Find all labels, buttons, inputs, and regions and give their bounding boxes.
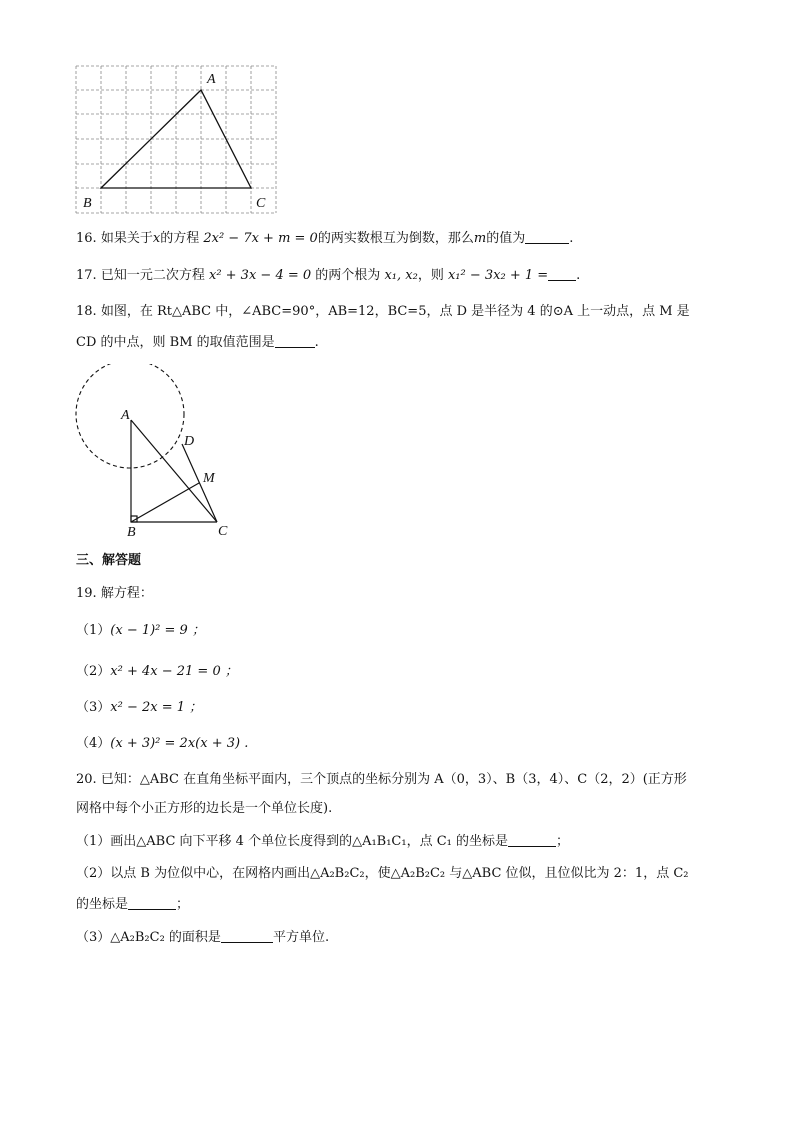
label-a: A [207,72,216,87]
label-c: C [218,524,228,539]
question-17: 17. 已知一元二次方程 x² + 3x − 4 = 0 的两个根为 x₁, x₂，则 x₁² − 3x₂ + 1 = . [76,268,581,283]
circle-a [76,364,184,468]
question-19: 19. 解方程： [76,586,153,601]
q19-item-3: （3）x² − 2x = 1 ； [76,700,203,715]
q20-sub-3: （3）△A₂B₂C₂ 的面积是 平方单位. [76,930,330,945]
q20-sub-2a: （2）以点 B 为位似中心，在网格内画出△A₂B₂C₂，使△A₂B₂C₂ 与△ABC 位似，且位似比为 2：1，点 C₂ [76,866,689,881]
grid-triangle-figure [74,64,280,216]
question-20-line2: 网格中每个小正方形的边长是一个单位长度). [76,801,333,816]
q20-sub-1: （1）画出△ABC 向下平移 4 个单位长度得到的△A₁B₁C₁，点 C₁ 的坐标是 ； [76,834,570,849]
answer-blank-16[interactable] [525,229,569,244]
q19-item-4: （4）(x + 3)² = 2x(x + 3) . [76,736,249,751]
question-16: 16. 如果关于x的方程 2x² − 7x + m = 0的两实数根互为倒数，那么m的值为 . [76,231,574,246]
question-18-line2: CD 的中点，则 BM 的取值范围是 . [76,335,319,350]
label-b: B [127,525,136,540]
question-20-line1: 20. 已知：△ABC 在直角坐标平面内，三个顶点的坐标分别为 A（0，3）、B（3，4）、C（2，2）(正方形 [76,772,687,787]
circle-triangle-figure [72,364,242,540]
answer-blank-17[interactable] [548,266,576,281]
section-heading: 三、解答题 [76,553,142,568]
label-a: A [121,408,130,423]
grid-lines [76,66,276,213]
q19-item-1: （1）(x − 1)² = 9 ； [76,623,205,638]
answer-blank-18[interactable] [275,333,315,348]
answer-blank-20-3[interactable] [221,928,273,943]
answer-blank-20-2[interactable] [128,895,176,910]
label-c: C [256,196,266,211]
answer-blank-20-1[interactable] [508,832,556,847]
q19-item-2: （2）x² + 4x − 21 = 0 ； [76,664,238,679]
label-m: M [203,471,215,486]
label-b: B [83,196,92,211]
label-d: D [184,434,195,449]
q20-sub-2b: 的坐标是 ； [76,897,190,912]
question-18-line1: 18. 如图，在 Rt△ABC 中，∠ABC=90°，AB=12，BC=5，点 D 是半径为 4 的⊙A 上一动点，点 M 是 [76,304,690,319]
